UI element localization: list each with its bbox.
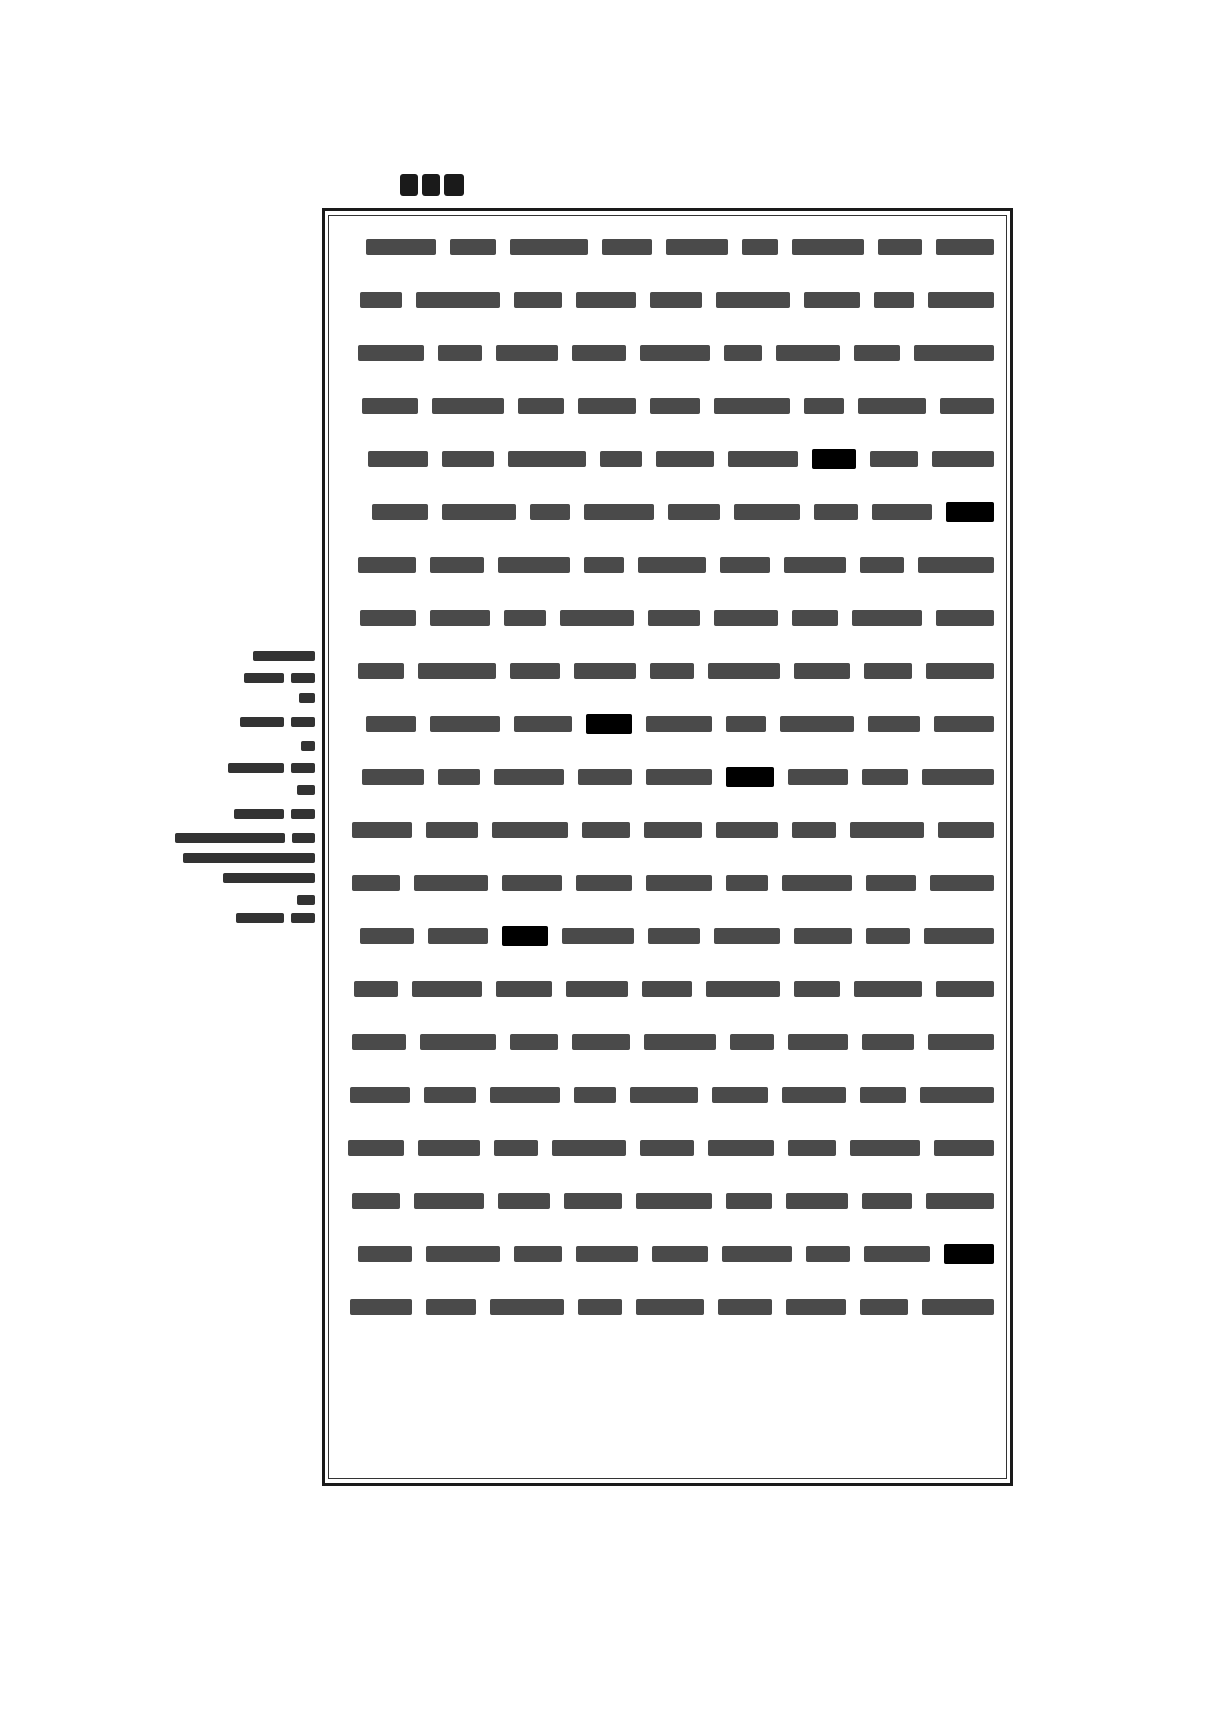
text-line — [342, 874, 994, 892]
text-line — [342, 980, 994, 998]
text-line — [342, 450, 994, 468]
text-line — [342, 291, 994, 309]
margin-note — [175, 716, 315, 728]
margin-note — [175, 912, 315, 924]
margin-note — [229, 784, 315, 796]
text-line — [342, 821, 994, 839]
text-line — [342, 1192, 994, 1210]
page-number — [398, 170, 468, 200]
margin-note — [227, 894, 315, 906]
margin-note — [187, 872, 315, 884]
text-line — [342, 1139, 994, 1157]
text-line — [342, 1033, 994, 1051]
text-line — [342, 238, 994, 256]
margin-note — [175, 808, 315, 820]
text-line — [342, 344, 994, 362]
margin-notes — [175, 650, 315, 1030]
text-line — [342, 397, 994, 415]
text-line — [342, 503, 994, 521]
margin-note — [175, 852, 315, 864]
margin-note — [235, 740, 315, 752]
text-line — [342, 1086, 994, 1104]
margin-note — [175, 832, 315, 844]
margin-note — [245, 650, 315, 662]
text-line — [342, 715, 994, 733]
margin-note — [225, 692, 315, 704]
text-line — [342, 609, 994, 627]
margin-note — [175, 672, 315, 684]
text-line — [342, 556, 994, 574]
text-line — [342, 1298, 994, 1316]
text-line — [342, 768, 994, 786]
margin-note — [175, 762, 315, 774]
text-line — [342, 662, 994, 680]
text-line — [342, 1245, 994, 1263]
text-line — [342, 927, 994, 945]
main-text — [342, 238, 994, 1468]
